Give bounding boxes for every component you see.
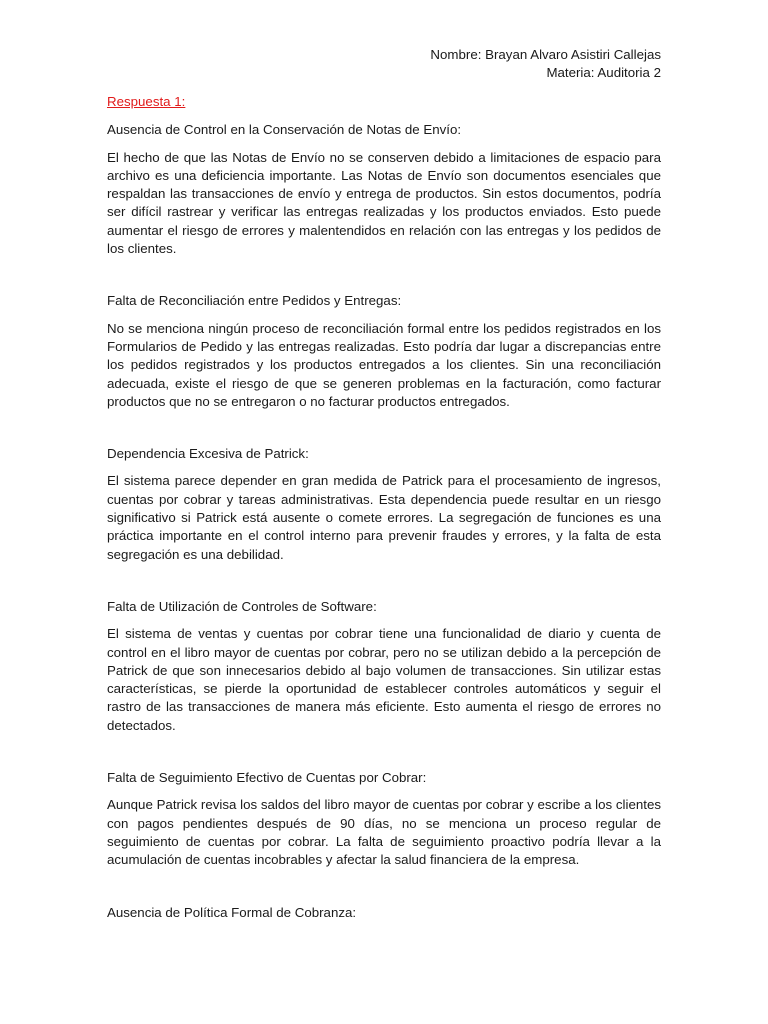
section-heading: Falta de Seguimiento Efectivo de Cuentas por Cobrar: <box>107 770 427 786</box>
student-name: Nombre: Brayan Alvaro Asistiri Callejas <box>430 47 661 62</box>
section <box>107 445 661 564</box>
section-heading: Ausencia de Control en la Conservación de Notas de Envío: <box>107 122 462 138</box>
section <box>107 598 661 735</box>
section-paragraph: Aunque Patrick revisa los saldos del libro mayor de cuentas por cobrar y escribe a los clientes con pagos pendientes después de 90 días, no se menciona un proceso regular de seguimiento de cuentas por cobrar. La falta de seguimiento proactivo podría llevar a la acumulación de cuentas incobrables y afectar la salud financiera de la empresa. <box>107 797 661 868</box>
answer-label: Respuesta 1: <box>107 94 186 109</box>
section-paragraph: El sistema de ventas y cuentas por cobrar tiene una funcionalidad de diario y cuenta de control en el libro mayor de cuentas por cobrar, pero no se utilizan debido a la percepción de Patrick de que son innecesarios debido al bajo volumen de transacciones. Sin utilizar estas características, se pierde la oportunidad de establecer controles automáticos y seguir el rastro de las transacciones de manera más eficiente. Esto aumenta el riesgo de errores no detectados. <box>107 626 661 733</box>
section-heading: Falta de Utilización de Controles de Software: <box>107 598 377 614</box>
section <box>107 769 661 869</box>
section-heading: Dependencia Excesiva de Patrick: <box>107 446 309 462</box>
section-heading: Falta de Reconciliación entre Pedidos y Entregas: <box>107 293 402 309</box>
section-paragraph: El sistema parece depender en gran medida de Patrick para el procesamiento de ingresos, cuentas por cobrar y tareas administrativas. Esta dependencia puede resultar en un riesgo significativo si Patrick está ausente o comete errores. La segregación de funciones es una práctica importante en el control interno para prevenir fraudes y errores, y la falta de esta segregación es una debilidad. <box>107 473 661 562</box>
section-paragraph: El hecho de que las Notas de Envío no se conserven debido a limitaciones de espacio para archivo es una deficiencia importante. Las Notas de Envío son documentos esenciales que respaldan las transacciones de envío y entrega de productos. Sin estos documentos, podría ser difícil rastrear y verificar las entregas realizadas y los productos enviados. Esto puede aumentar el riesgo de errores y malentendidos en relación con las entregas y los pedidos de los clientes. <box>107 149 661 257</box>
document-header <box>430 46 661 82</box>
subject-name: Materia: Auditoria 2 <box>546 65 661 80</box>
section-paragraph: No se menciona ningún proceso de reconciliación formal entre los pedidos registrados en los Formularios de Pedido y las entregas realizadas. Esto podría dar lugar a discrepancias entre los pedidos registrados y los productos entregados a los clientes. Sin una reconciliación adecuada, existe el riesgo de que se generen problemas en la facturación, como facturar productos que no se entregaron o no facturar productos entregados. <box>107 320 661 409</box>
section-heading: Ausencia de Política Formal de Cobranza: <box>107 904 357 920</box>
section <box>107 292 661 411</box>
section <box>107 121 661 258</box>
document-body <box>107 93 661 922</box>
